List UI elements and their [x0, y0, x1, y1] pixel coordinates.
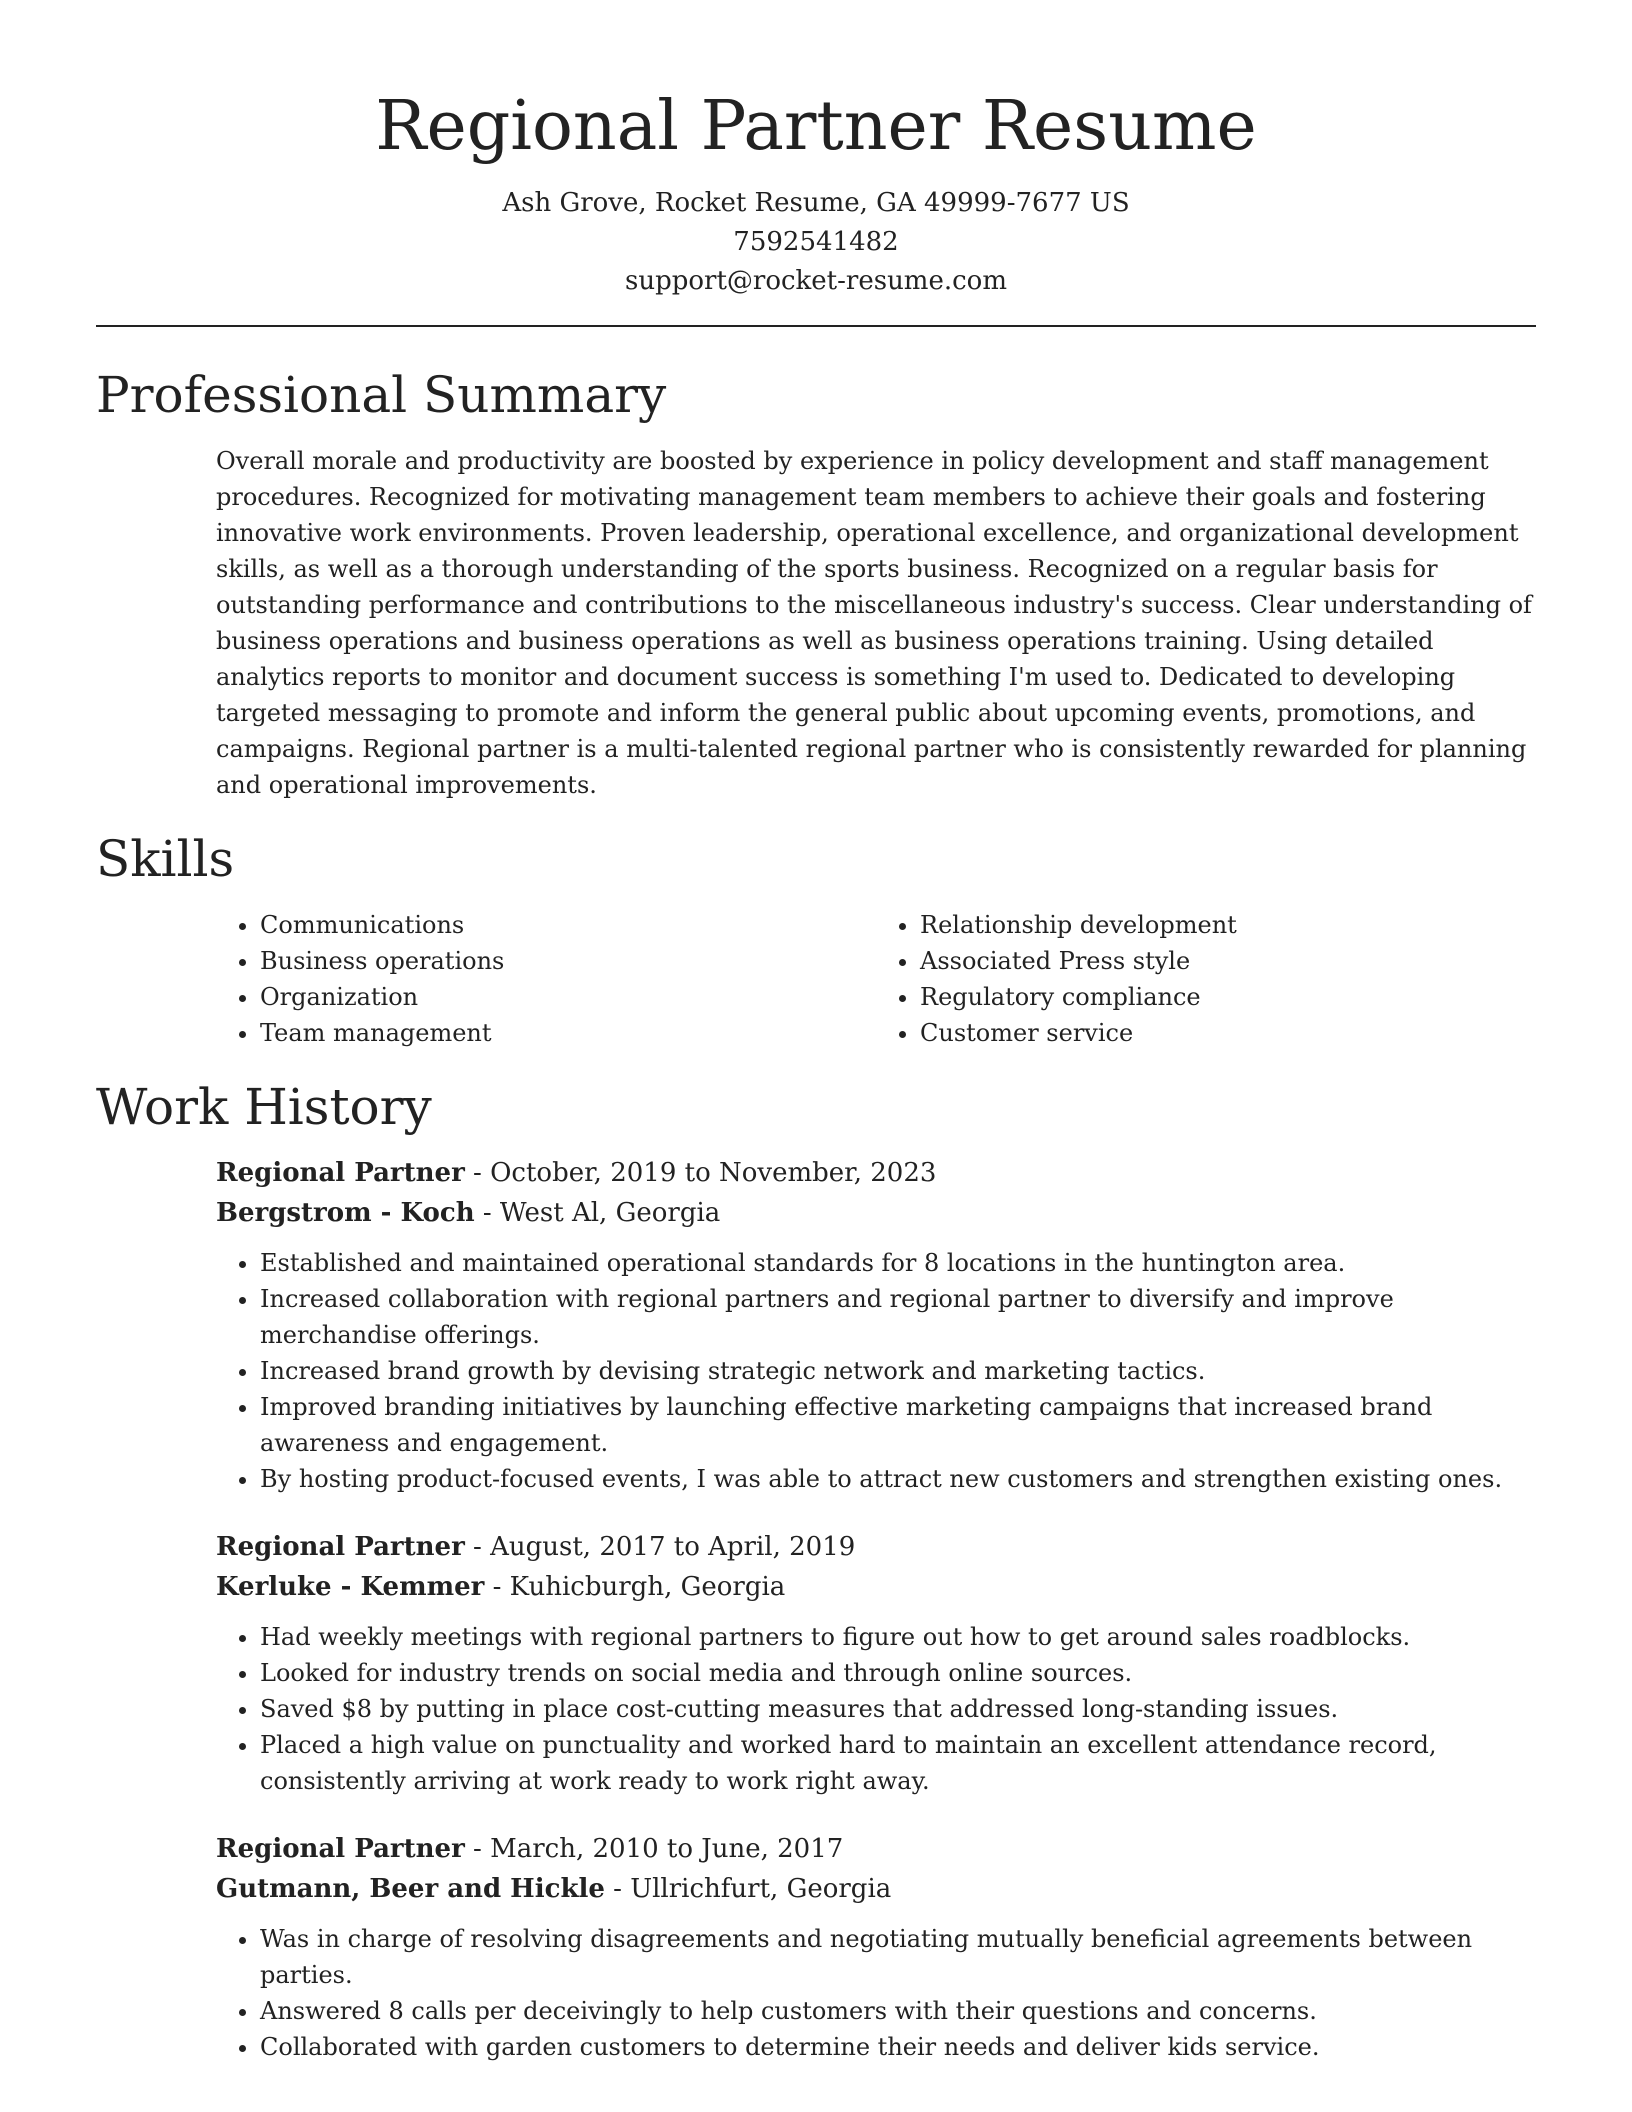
skill-item: • Customer service	[920, 1015, 1536, 1051]
job-bullet: • Had weekly meetings with regional partners to figure out how to get around sales roadblocks.	[260, 1619, 1536, 1655]
job-position: Regional Partner	[216, 1834, 465, 1864]
job-entry	[216, 1153, 1536, 1497]
skills-heading: Skills	[96, 830, 235, 888]
job-bullets	[216, 1245, 1536, 1497]
job-company-line	[216, 1869, 1536, 1909]
job-bullet: • Increased collaboration with regional partners and regional partner to diversify and improve merchandise offerings.	[260, 1281, 1536, 1353]
job-company: Gutmann, Beer and Hickle	[216, 1874, 605, 1904]
contact-block	[96, 184, 1536, 301]
resume-page	[96, 0, 1536, 2065]
job-title-line	[216, 1153, 1536, 1193]
job-bullet: • Was in charge of resolving disagreements and negotiating mutually beneficial agreements between parties.	[260, 1921, 1536, 1993]
job-company-line	[216, 1567, 1536, 1607]
job-company-line	[216, 1193, 1536, 1233]
skills-list	[216, 907, 1536, 1051]
job-bullets	[216, 1619, 1536, 1799]
job-position: Regional Partner	[216, 1532, 465, 1562]
skill-item: • Communications	[260, 907, 876, 943]
skill-item: • Team management	[260, 1015, 876, 1051]
email-text: support@rocket-resume.com	[624, 266, 1007, 296]
job-bullet: • Established and maintained operational standards for 8 locations in the huntington area.	[260, 1245, 1536, 1281]
summary-text: Overall morale and productivity are boosted by experience in policy development and staff management procedures. Recognized for motivating management team members to achieve their goals and fostering innovative work environments. Proven leadership, operational excellence, and organizational development skills, as well as a thorough understanding of the sports business. Recognized on a regular basis for outstanding performance and contributions to the miscellaneous industry's success. Clear understanding of business operations and business operations as well as business operations training. Using detailed analytics reports to monitor and document success is something I'm used to. Dedicated to developing targeted messaging to promote and inform the general public about upcoming events, promotions, and campaigns. Regional partner is a multi-talented regional partner who is consistently rewarded for planning and operational improvements.	[216, 447, 1532, 799]
work-history-heading: Work History	[96, 1078, 432, 1136]
job-bullet: • By hosting product-focused events, I was able to attract new customers and strengthen existing ones.	[260, 1461, 1536, 1497]
job-bullet: • Answered 8 calls per deceivingly to help customers with their questions and concerns.	[260, 1993, 1536, 2029]
skill-item: • Organization	[260, 979, 876, 1015]
skill-item: • Relationship development	[920, 907, 1536, 943]
job-bullet: • Looked for industry trends on social media and through online sources.	[260, 1655, 1536, 1691]
job-title-line	[216, 1527, 1536, 1567]
job-location: - Ullrichfurt, Georgia	[604, 1874, 892, 1904]
job-dates: - August, 2017 to April, 2019	[464, 1532, 856, 1562]
address-text: Ash Grove, Rocket Resume, GA 49999-7677 US	[502, 188, 1130, 218]
job-dates: - October, 2019 to November, 2023	[464, 1158, 937, 1188]
job-position: Regional Partner	[216, 1158, 465, 1188]
job-company: Bergstrom - Koch	[216, 1198, 475, 1228]
job-location: - West Al, Georgia	[474, 1198, 721, 1228]
job-company: Kerluke - Kemmer	[216, 1572, 485, 1602]
job-entry	[216, 1527, 1536, 1799]
job-bullet: • Saved $8 by putting in place cost-cutting measures that addressed long-standing issues.	[260, 1691, 1536, 1727]
phone-text: 7592541482	[733, 227, 899, 257]
resume-header	[96, 0, 1536, 301]
header-divider	[96, 325, 1536, 327]
job-bullet: • Collaborated with garden customers to determine their needs and deliver kids service.	[260, 2029, 1536, 2065]
summary-heading: Professional Summary	[96, 366, 667, 424]
skills-column-right	[876, 907, 1536, 1051]
skill-item: • Regulatory compliance	[920, 979, 1536, 1015]
job-location: - Kuhicburgh, Georgia	[484, 1572, 786, 1602]
job-bullets	[216, 1921, 1536, 2065]
skill-item: • Business operations	[260, 943, 876, 979]
job-bullet: • Placed a high value on punctuality and worked hard to maintain an excellent attendance record, consistently arriving at work ready to work right away.	[260, 1727, 1536, 1799]
job-bullet: • Improved branding initiatives by launching effective marketing campaigns that increased brand awareness and engagement.	[260, 1389, 1536, 1461]
skills-column-left	[216, 907, 876, 1051]
job-entry	[216, 1829, 1536, 2065]
job-dates: - March, 2010 to June, 2017	[464, 1834, 844, 1864]
job-title-line	[216, 1829, 1536, 1869]
job-bullet: • Increased brand growth by devising strategic network and marketing tactics.	[260, 1353, 1536, 1389]
resume-title: Regional Partner Resume	[375, 87, 1257, 166]
skill-item: • Associated Press style	[920, 943, 1536, 979]
